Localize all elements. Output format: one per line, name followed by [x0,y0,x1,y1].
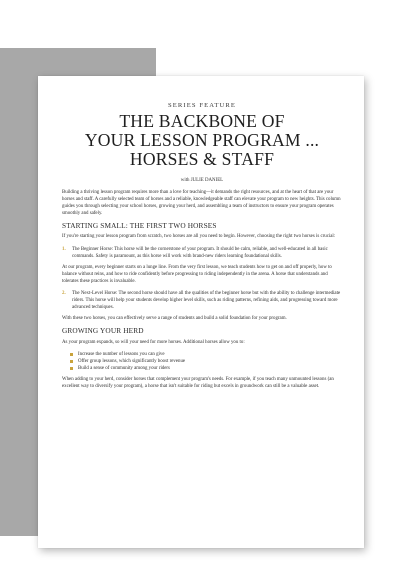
benefits-bullet-list [62,351,342,372]
list-item-text: The Next-Level Horse: The second horse should have all the qualities of the beginner horse but with the ability to challenge intermediate riders. This horse will help your students develop higher level skills, such as riding patterns, refining aids, and progressing toward more advanced techniques. [72,291,341,311]
section1-lead: If you're starting your lesson program from scratch, two horses are all you need to begin. However, choosing the right two horses is crucial: [62,234,336,240]
section2-closing: When adding to your herd, consider horses that complement your program's needs. For example, if you teach many unmounted lessons (an excellent way to diversify your program), a horse that isn't suitable for riding but excels in groundwork can still be a valuable asset. [62,377,334,390]
section-heading-first-horses: STARTING SMALL: THE FIRST TWO HORSES [62,220,217,230]
title-line-1: THE BACKBONE OF [119,111,285,131]
article-title [62,112,342,170]
list-item [70,365,342,372]
byline: with JULIE DANIEL [180,177,224,183]
bullet-text: Build a sense of community among your riders [78,366,170,372]
horse-numbered-list-continued [62,290,342,311]
bullet-text: Offer group lessons, which significantly boost revenue [78,359,186,365]
list-number: 1. [62,246,66,252]
article-page [38,76,364,548]
square-bullet-icon [70,360,73,363]
list-item [70,358,342,365]
section1-closing: With these two horses, you can effectively serve a range of students and build a solid foundation for your program. [62,316,287,322]
intro-paragraph: Building a thriving lesson program requires more than a love for teaching—it demands the right resources, and at the heart of that are your horses and staff. A carefully selected team of horses and a reliable, knowledgeable staff can elevate your program to new heights. This column guides you through selecting your school horses, growing your herd, and assembling a team of instructors to ensure your program operates smoothly and safely. [62,189,341,216]
title-line-2: YOUR LESSON PROGRAM ... [84,130,320,151]
series-kicker: SERIES FEATURE [168,102,236,109]
bullet-text: Increase the number of lessons you can give [78,352,165,358]
square-bullet-icon [70,353,73,356]
list-number: 2. [62,291,66,297]
list-item [70,351,342,358]
list-item [62,290,342,311]
section2-lead: As your program expands, so will your need for more horses. Additional horses allow you to: [62,339,245,345]
square-bullet-icon [70,367,73,370]
list-item-text: The Beginner Horse: This horse will be the cornerstone of your program. It should be calm, reliable, and well-educated in all basic commands. Safety is paramount, as this horse will work with brand-new riders learning foundational skills. [72,246,328,259]
horse-numbered-list [62,246,342,260]
list-item [62,246,342,260]
title-line-3: HORSES & STAFF [129,149,275,170]
section-heading-growing-herd: GROWING YOUR HERD [62,326,144,336]
section1-middle: At our program, every beginner starts on a lunge line. From the very first lesson, we teach students how to get on and off properly, how to balance without reins, and how to ride confidently before progressing to riding independently in the arena. A horse that understands and tolerates these practices is invaluable. [62,264,332,284]
